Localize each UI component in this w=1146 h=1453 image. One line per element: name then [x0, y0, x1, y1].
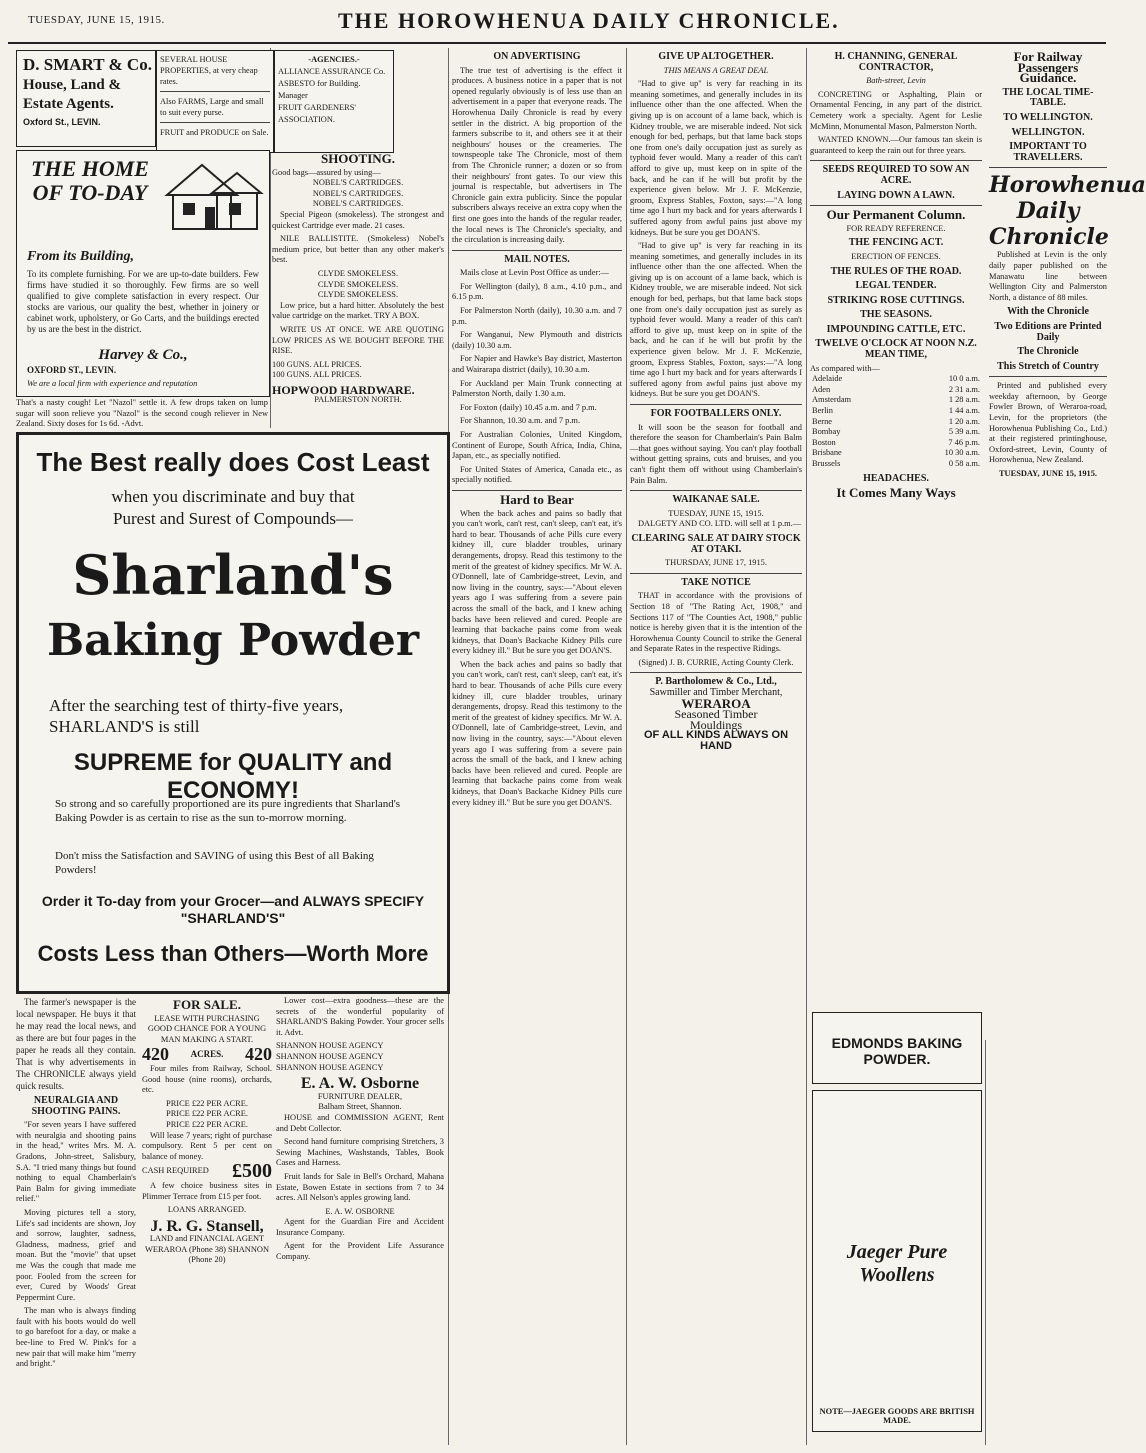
clyde-price: Low price, but a hard hitter. Absolutely the best value cartridge on the market. TRY A BOX. — [272, 300, 444, 321]
chronicle-title-blackletter: Horowhenua Daily Chronicle — [989, 172, 1146, 251]
time-city: Bombay — [812, 427, 841, 437]
sale-terms: Will lease 7 years; right of purchase compulsory. Rent 5 per cent on balance of money. — [142, 1130, 272, 1161]
jaeger-ad — [812, 1090, 982, 1432]
otaki-date: THURSDAY, JUNE 17, 1915. — [665, 558, 767, 568]
give-up-body: "Had to give up" is very far reaching in its meaning sometimes, and generally includes in its influence other than the one affected. When the giving up is on account of a lame back, which is Kidney trouble, we are miserable indeed. Not sick enough for bed, perhaps, but that lame back stops one from one's daily occupation just as surely as typhoid fever would. Many a reader of this can't afford to give up, must keep on in spite of the back, and he can if he will but profit by the experience given below. Mr J. F. McKenzie, groom, Express Stables, Foxton, says:—"A long time ago I hurt my back and for years afterwards I suffered agony from awful pains just above my kidneys. But be sure you get DOAN'S. — [630, 79, 802, 237]
with-chronicle: With the Chronicle — [1007, 306, 1089, 318]
agency-item-3: FRUIT GARDENERS' ASSOCIATION. — [278, 103, 356, 124]
nazol-notice — [16, 398, 268, 430]
legal-tender: LEGAL TENDER. — [855, 280, 937, 292]
important-travellers: IMPORTANT TO TRAVELLERS. — [1009, 141, 1087, 163]
harvey-tagline: We are a local firm with experience and reputation — [27, 379, 198, 388]
shooting-intro: Good bags—assured by using— — [272, 167, 381, 177]
time-value: 7 46 p.m. — [948, 437, 980, 447]
mail-item-4: For Auckland per Main Trunk connecting at Palmerston North, daily 1.30 a.m. — [452, 378, 622, 399]
for-sale-ad — [142, 996, 272, 1445]
guns-2: 100 GUNS. ALL PRICES. — [272, 370, 362, 380]
lawn-title: LAYING DOWN A LAWN. — [837, 189, 955, 201]
erection-fences: ERECTION OF FENCES. — [851, 251, 941, 261]
time-value: 1 20 a.m. — [948, 416, 980, 426]
currie-sig: (Signed) J. B. CURRIE, Acting County Clerk. — [638, 657, 794, 667]
harvey-co-ad — [16, 150, 270, 397]
nobel-0: NOBEL'S CARTRIDGES. — [312, 178, 404, 188]
time-city: Boston — [812, 437, 836, 447]
for-sale-title: FOR SALE. — [173, 997, 241, 1012]
notice-body: THAT in accordance with the provisions of Section 18 of "The Rating Act, 1908," and Sections 117 of "The Counties Act, 1908," public notice is hereby given that it is the intention of the Horowhenua County Council to strike the General and Separate Rates in the respective Ridings. — [630, 591, 802, 654]
headaches: HEADACHES. — [863, 472, 929, 484]
hopwood-hardware: HOPWOOD HARDWARE. — [272, 382, 415, 397]
agency-2: SHANNON HOUSE AGENCY — [276, 1062, 384, 1072]
nazol-advt: -Advt. — [121, 419, 144, 429]
price-2: PRICE £22 PER ACRE. — [166, 1119, 248, 1129]
cash-amount: £500 — [232, 1160, 272, 1183]
harvey-address: OXFORD ST., LEVIN. — [27, 365, 117, 375]
sharland-product: Baking Powder — [46, 615, 420, 666]
mail-item-3: For Napier and Hawke's Bay district, Masterton and Wairarapa district (daily), 10.30 a.m. — [452, 354, 622, 375]
sharland-bullet-2: Don't miss the Satisfaction and SAVING of using this Best of all Baking Powders! — [55, 850, 374, 876]
railway-title: For Railway Passengers Guidance. — [1013, 49, 1083, 86]
smart-co-line2: Estate Agents. — [23, 96, 114, 112]
mail-item-2: For Wanganui, New Plymouth and districts (daily) 10.30 a.m. — [452, 330, 622, 350]
notice-title: TAKE NOTICE — [681, 576, 751, 588]
time-city: Aden — [812, 384, 831, 394]
footballers-body: It will soon be the season for football and therefore the season for Chamberlain's Pain Balm—that goes without saying. You can't play football without getting sprains, cuts and bruises, and you can't fight them off without using Chamberlain's Pain Balm. — [630, 422, 802, 485]
hard-to-bear-body: When the back aches and pains so badly that you can't work, can't rest, can't sleep, can't eat, it's hard to bear. Thousands of ache Pills cure every kidney ill, cure bladder troubles, urinary derangements, dropsy. Read this testimony to the merit of the greatest of kidney specifics. Mr W. A. O'Donnell, late of Cambridge-street, Levin, and now living in the country, says:—"About eleven years ago I was suffering from a severe pain across the small of the back, and I knew aching backs have been relieved and cured. People are learning that backache pains come from weak kidneys, that Doan's Backache Kidney Pills cure every kidney ill." But be sure you get DOAN'S. — [452, 508, 622, 656]
wanted-known: WANTED KNOWN.—Our famous tan skein is guaranteed to keep the rain out for three years. — [810, 135, 982, 155]
jaeger-note: NOTE—JAEGER GOODS ARE BRITISH MADE. — [819, 1407, 975, 1425]
time-row — [810, 427, 982, 438]
waikanae-sale: WAIKANAE SALE. — [672, 494, 760, 506]
agencies-title: -AGENCIES.- — [308, 55, 360, 64]
time-city: Adelaide — [812, 374, 843, 384]
sharland-banner: SUPREME for QUALITY and ECONOMY! — [73, 749, 393, 804]
fruit-text: FRUIT and PRODUCE on Sale. — [160, 128, 269, 137]
mail-item-5: For Foxton (daily) 10.45 a.m. and 7 p.m. — [460, 402, 597, 412]
sharland-brand: Sharland's — [72, 543, 394, 607]
agency-item-2: Manager — [278, 91, 308, 100]
house-illustration-icon — [157, 155, 265, 233]
osborne-intro: Lower cost—extra goodness—these are the secrets of the wonderful popularity of SHARLAND'S Baking Powder. Your grocer sells it. Advt. — [276, 996, 444, 1037]
properties-text: SEVERAL HOUSE PROPERTIES, at very cheap rates. — [160, 55, 258, 86]
bartholomew: P. Bartholomew & Co., Ltd., — [655, 676, 777, 688]
chronicle-published: Published at Levin is the only daily paper published on the Manawatu line between Wellington City and Palmerston North, a distance of 88 miles. — [989, 250, 1107, 302]
mail-title: MAIL NOTES. — [504, 253, 570, 265]
sharland-order: Order it To-day from your Grocer—and ALWAYS SPECIFY "SHARLAND'S" — [41, 893, 425, 926]
give-up-title: GIVE UP ALTOGETHER. — [658, 51, 774, 62]
harvey-subhead: From its Building, — [27, 249, 134, 264]
neuralgia-head: NEURALGIA AND SHOOTING PAINS. — [31, 1095, 121, 1117]
clyde-0: CLYDE SMOKELESS. — [317, 268, 399, 278]
the-chronicle: The Chronicle — [1017, 346, 1079, 358]
sharland-bullet-1: So strong and so carefully proportioned are its pure ingredients that Sharland's Baking Powder is as certain to rise as the sun to-morrow morning. — [55, 798, 401, 824]
wellington: WELLINGTON. — [1011, 126, 1085, 138]
mail-item-6: For Shannon, 10.30 a.m. and 7 p.m. — [460, 416, 581, 426]
sharland-headline: The Best really does Cost Least — [36, 447, 430, 477]
clyde-2: CLYDE SMOKELESS. — [317, 290, 399, 300]
stansell-name: J. R. G. Stansell, — [150, 1217, 264, 1235]
give-up-body-cont: "Had to give up" is very far reaching in its meaning sometimes, and generally includes in its influence other than the one affected. When the giving up is on account of a lame back, which is Kidney trouble, we are miserable indeed. Not sick enough for bed, perhaps, but that lame back stops one from one's daily occupation just as surely as typhoid fever would. Many a reader of this can't afford to give up, must keep on in spite of the back, and he can if he will but profit by the experience given below. Mr J. F. McKenzie, groom, Express Stables, Foxton, says:—"A long time ago I hurt my back and for years afterwards I suffered agony from awful pains just above my kidneys. But be sure you get DOAN'S. — [630, 241, 802, 399]
channings-body: CONCRETING or Asphalting, Plain or Ornamental Fencing, in any part of the district. Cemetery work a specialty. Agent for Leslie McMinn, Monumental Mason, Palmerston North. — [810, 89, 982, 131]
cash-label: CASH REQUIRED — [142, 1166, 209, 1176]
sawmiller: Sawmiller and Timber Merchant, — [649, 687, 783, 699]
osborne-agent: HOUSE and COMMISSION AGENT, Rent and Debt Collector. — [276, 1112, 444, 1133]
time-value: 2 31 a.m. — [948, 384, 980, 394]
advertising-body: The true test of advertising is the effect it produces. A business notice in a paper that is not opened regularly obviously is of less use than an advertisement in a paper that everyone reads. The Horowhenua Daily Chronicle is read by every settler in the district. A big proportion of the farmers subscribe to it, and others see it at their neighbours' houses or the creameries. The townspeople take The Chronicle, most of them from The Chronicle runner; a dozen or so from their neighbours' front gates. To our view this journal is respectable, but advertisers in The Chronicle gain extra publicity. Since the popular subscribers always receive an extra copy when the first one goes into the hands of the regular reader, the local news is The Chronicle's specialty, and the circulation is increasing daily. — [452, 65, 622, 245]
rules-road: THE RULES OF THE ROAD. — [830, 265, 962, 277]
time-row — [810, 448, 982, 459]
column-4 — [630, 48, 802, 1445]
timetable-title: THE LOCAL TIME-TABLE. — [1002, 86, 1094, 109]
impounding: IMPOUNDING CATTLE, ETC. — [826, 323, 966, 335]
time-city: Brussels — [812, 459, 841, 468]
acres-label: ACRES. — [190, 1049, 224, 1060]
fencing-act: THE FENCING ACT. — [848, 237, 944, 249]
footer-imprint: Printed and published every weekday afternoon, by George Fowler Brown, of Weraroa-road, Levin, for the proprietors (the Horowhenua Publishing Co., Ltd.) at their registered printinghouse, Oxford-street, Levin, County of Horowhenua, New Zealand. — [989, 381, 1107, 465]
waikanae-date: TUESDAY, JUNE 15, 1915. — [668, 508, 764, 518]
time-value: 1 44 a.m. — [948, 406, 980, 416]
sale-desc: Four miles from Railway, School. Good house (nine rooms), orchards, etc. — [142, 1063, 272, 1095]
give-up-sub: THIS MEANS A GREAT DEAL — [663, 65, 769, 75]
edmonds-ad — [812, 1012, 982, 1084]
agency-0: SHANNON HOUSE AGENCY — [276, 1041, 384, 1051]
agency-item-1: ASBESTO for Building. — [278, 79, 361, 88]
time-city: Berlin — [812, 406, 833, 416]
seasoned-timber: Seasoned Timber — [674, 707, 758, 722]
agency-item-0: ALLIANCE ASSURANCE Co. — [278, 67, 386, 76]
shooting-title: SHOOTING. — [320, 151, 396, 166]
stansell-sub: LAND and FINANCIAL AGENT — [149, 1234, 265, 1244]
time-value: 1 28 a.m. — [948, 395, 980, 405]
stansell-phones: WERAROA (Phone 38) SHANNON (Phone 20) — [145, 1244, 269, 1265]
price-0: PRICE £22 PER ACRE. — [166, 1098, 248, 1108]
hard-to-bear-body-cont: When the back aches and pains so badly that you can't work, can't rest, can't sleep, can't eat, it's hard to bear. Thousands of ache Pills cure every kidney ill, cure bladder troubles, urinary derangements, dropsy. Read this testimony to the merit of the greatest of kidney specifics. Mr W. A. O'Donnell, late of Cambridge-street, Levin, and now living in the country, says:—"About eleven years ago I was suffering from a severe pain across the small of the back, and I knew aching backs have been relieved and cured. People are learning that backache pains come from weak kidneys, that Doan's Backache Kidney Pills cure every kidney ill." But be sure you get DOAN'S. — [452, 659, 622, 807]
time-city: Brisbane — [812, 448, 842, 458]
time-city: Amsterdam — [812, 395, 852, 405]
column-3 — [452, 48, 622, 1445]
smart-co-address: Oxford St., LEVIN. — [23, 117, 101, 127]
channings-title: H. CHANNING, GENERAL CONTRACTOR, — [834, 51, 958, 73]
two-editions: Two Editions are Printed Daily — [994, 320, 1102, 343]
column-6 — [989, 48, 1146, 1445]
permanent-sub: FOR READY REFERENCE. — [846, 223, 946, 233]
permanent-column: Our Permanent Column. — [826, 207, 966, 223]
masthead — [8, 4, 1106, 44]
osborne-ad — [276, 996, 444, 1445]
sharland-sub1: when you discriminate and buy that — [111, 487, 355, 506]
nobel-2: NOBEL'S CARTRIDGES. — [312, 199, 404, 209]
time-value: 5 39 a.m. — [948, 427, 980, 437]
bottom-left-column — [16, 996, 136, 1445]
sharland-close: Costs Less than Others—Worth More — [37, 941, 429, 966]
time-row — [810, 374, 982, 385]
rose-cuttings: STRIKING ROSE CUTTINGS. — [827, 294, 965, 306]
time-value: 10 30 a.m. — [944, 448, 980, 458]
smart-co-line1: House, Land & — [23, 77, 121, 93]
time-row — [810, 395, 982, 406]
clyde-1: CLYDE SMOKELESS. — [317, 279, 399, 289]
loans-arranged: LOANS ARRANGED. — [167, 1205, 247, 1215]
mail-item-7: For Australian Colonies, United Kingdom, Continent of Europe, South Africa, India, China, Japan, etc., as specially notified. — [452, 430, 622, 461]
choice-sites: A few choice business sites in Plimmer Terrace from £15 per foot. — [142, 1180, 272, 1201]
sharland-sub2: Purest and Surest of Compounds— — [113, 509, 353, 528]
for-sale-sub: LEASE WITH PURCHASING GOOD CHANCE FOR A YOUNG MAN MAKING A START. — [147, 1013, 267, 1044]
advertising-title: ON ADVERTISING — [493, 51, 581, 62]
special-pigeon: Special Pigeon (smokeless). The strongest and quickest Cartridge ever made. 21 cases. — [272, 209, 444, 230]
hard-to-bear-title: Hard to Bear — [500, 491, 574, 507]
nobel-1: NOBEL'S CARTRIDGES. — [312, 188, 404, 198]
mail-item-0: For Wellington (daily), 8 a.m., 4.10 p.m., and 6.15 p.m. — [452, 281, 622, 302]
smart-co-name: D. SMART & Co. — [23, 55, 152, 74]
footer-date: TUESDAY, JUNE 15, 1915. — [998, 469, 1098, 479]
newspaper-title: THE HOROWHENUA DAILY CHRONICLE. — [338, 8, 840, 33]
acres-num: 420 — [142, 1044, 169, 1065]
agencies-ad — [274, 50, 394, 153]
jaeger-text: Jaeger Pure Woollens — [846, 1241, 948, 1286]
smart-co-ad — [16, 50, 156, 147]
hopwood-place: PALMERSTON NORTH. — [314, 395, 402, 405]
seeds-title: SEEDS REQUIRED TO SOW AN ACRE. — [822, 164, 970, 186]
mouldings: Mouldings — [689, 717, 742, 732]
time-city: Berne — [812, 416, 832, 426]
osborne-street: Balham Street, Shannon. — [318, 1102, 402, 1112]
all-kinds: OF ALL KINDS ALWAYS ON HAND — [643, 729, 789, 753]
man-boots: The man who is always finding fault with his boots would do well to go barefoot for a day, or make a bee-line to Fred W. Pink's for a new pair that will make him "merry and bright." — [16, 1306, 136, 1369]
seasons: THE SEASONS. — [860, 309, 932, 321]
this-stretch: This Stretch of Country — [997, 360, 1099, 372]
price-1: PRICE £22 PER ACRE. — [166, 1109, 248, 1119]
moving-pictures: Moving pictures tell a story, Life's sad incidents are shown, Joy and sorrow, laughter, sadness, Gladness, madness, grief and moan. But the "movie" that upset me Was the cough that made me poor. Fooled from the screen for ever, Cured by Woods' Great Peppermint Cure. — [16, 1207, 136, 1302]
weraroa: WERAROA — [681, 695, 751, 711]
harvey-firm: Harvey & Co., — [98, 347, 188, 363]
agency-1: SHANNON HOUSE AGENCY — [276, 1051, 384, 1061]
footballers-title: FOR FOOTBALLERS ONLY. — [650, 408, 782, 419]
mail-item-8: For United States of America, Canada etc., as specially notified. — [452, 464, 622, 485]
harvey-body: To its complete furnishing. For we are up-to-date builders. Few firms have studied it so thoroughly. Few firms are so well qualified to give complete satisfaction in every respect. Our stocks are various, our quality the best, whether in joinery or cabinet work, upholstery, or Go Carts, and the buildings erected by us are the best in the district. — [27, 269, 259, 334]
harvey-headline: THE HOME OF TO-DAY — [31, 156, 149, 205]
guns-1: 100 GUNS. ALL PRICES. — [272, 359, 362, 369]
time-row — [810, 385, 982, 396]
channings-addr: Bath-street, Levin — [866, 76, 926, 86]
sharland-claim: After the searching test of thirty-five years, SHARLAND'S is still — [49, 696, 344, 736]
osborne-role: FURNITURE DEALER, — [317, 1091, 403, 1101]
mail-item-1: For Palmerston North (daily), 10.30 a.m. and 7 p.m. — [452, 306, 622, 326]
time-value: 0 58 a.m. — [948, 459, 980, 468]
osborne-agent2: Agent for the Guardian Fire and Accident Insurance Company. — [276, 1217, 444, 1237]
smart-co-properties — [156, 50, 274, 153]
osborne-fruit: Fruit lands for Sale in Bell's Orchard, Mahana Estate, Bowen Estate in sections from 7 to 34 acres. All Nelson's apples growing land. — [276, 1171, 444, 1203]
osborne-sig: E. A. W. OSBORNE — [325, 1206, 395, 1216]
write-us: WRITE US AT ONCE. WE ARE QUOTING LOW PRICES AS WE BOUGHT BEFORE THE RISE. — [272, 324, 444, 356]
farmer-paragraph: The farmer's newspaper is the local newspaper. He buys it that he may read the local news, and as there are but four pages in the paper he reads all they contain. That is why advertisements in The CHRONICLE always yield quick results. — [16, 997, 136, 1091]
osborne-name: E. A. W. Osborne — [300, 1075, 420, 1093]
time-row — [810, 417, 982, 428]
sharland-ad — [16, 432, 450, 994]
time-table — [810, 374, 982, 469]
nile-ballistite: NILE BALLISTITE. (Smokeless) Nobel's medium price, but better than any other maker's best. — [272, 234, 444, 265]
time-row — [810, 406, 982, 417]
issue-date: TUESDAY, JUNE 15, 1915. — [28, 14, 165, 26]
mail-intro: Mails close at Levin Post Office as under:— — [460, 268, 609, 278]
comes-many-ways: It Comes Many Ways — [836, 485, 956, 501]
otaki-sale: CLEARING SALE AT DAIRY STOCK AT OTAKI. — [631, 532, 801, 555]
time-row — [810, 438, 982, 449]
time-row — [810, 459, 982, 470]
farms-text: Also FARMS, Large and small to suit every purse. — [160, 97, 264, 117]
to-wellington: TO WELLINGTON. — [1003, 111, 1093, 123]
osborne-agent3: Agent for the Provident Life Assurance Company. — [276, 1241, 444, 1262]
compared-with: As compared with— — [810, 363, 880, 373]
nazol-text: That's a nasty cough! Let "Nazol" settle it. A few drops taken on lump sugar will soon relieve you "Nazol" is the second cough reliever in New Zealand. Sixty doses for 1s 6d. — [16, 398, 268, 429]
twelve-oclock: TWELVE O'CLOCK AT NOON N.Z. MEAN TIME, — [815, 338, 977, 361]
time-value: 10 0 a.m. — [948, 374, 980, 384]
dalgety-text: DALGETY AND CO. LTD. will sell at 1 p.m.— — [638, 519, 802, 529]
osborne-furniture: Second hand furniture comprising Stretchers, 3 Sewing Machines, Washstands, Tables, Book Cases and Harness. — [276, 1137, 444, 1168]
edmonds-text: EDMONDS BAKING POWDER. — [831, 1035, 963, 1067]
neuralgia-body: "For seven years I have suffered with neuralgia and shooting pains in the head," writes Mrs. M. A. Gradons, John-street, Salisbury, S.A. "I tried many things but found nothing to equal Chamberlain's Pain Balm for giving immediate relief." — [16, 1120, 136, 1204]
shooting-ad — [272, 150, 444, 405]
acres-num-2: 420 — [244, 1044, 272, 1065]
